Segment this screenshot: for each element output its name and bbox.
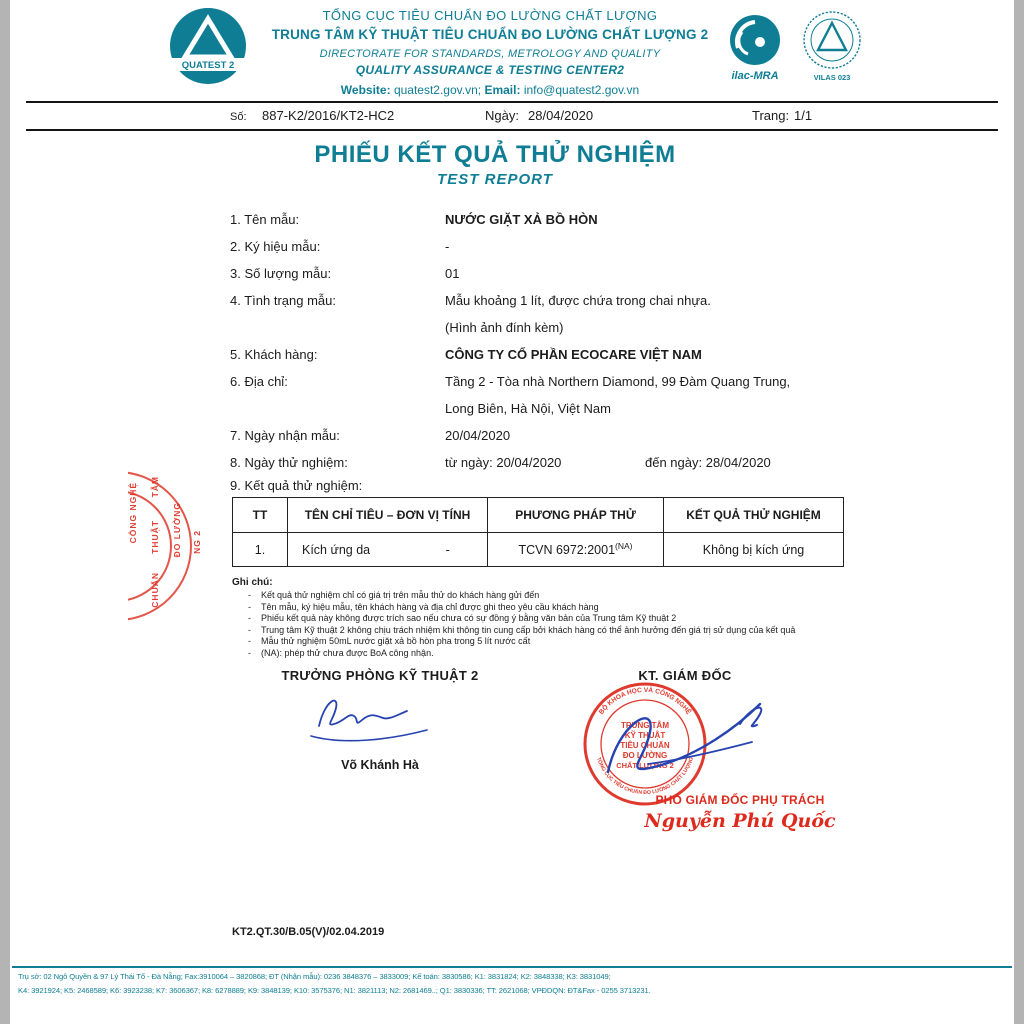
- ilac-mra-logo: [724, 12, 786, 90]
- vilas-accreditation-logo: [796, 8, 868, 88]
- col-header-tt: TT: [233, 498, 288, 533]
- field-value-test-end: đến ngày: 28/04/2020: [645, 455, 771, 470]
- signature-left: [305, 690, 455, 750]
- header-divider-top: [26, 101, 998, 103]
- dash: -: [248, 613, 251, 623]
- note-item: [248, 613, 676, 623]
- website-value: quatest2.gov.vn;: [393, 83, 482, 97]
- field-label: 6. Địa chỉ:: [230, 374, 288, 389]
- field-label: 7. Ngày nhận mẫu:: [230, 428, 340, 443]
- cell-result: Không bị kích ứng: [664, 533, 844, 567]
- results-table-header-row: [233, 498, 844, 533]
- field-label: 9. Kết quả thử nghiệm:: [230, 478, 363, 493]
- col-header-criteria: TÊN CHỈ TIÊU – ĐƠN VỊ TÍNH: [288, 498, 488, 533]
- doc-date-label: Ngày:: [485, 108, 519, 123]
- seal-line: TIÊU CHUẨN: [620, 741, 670, 750]
- cell-tt: 1.: [233, 533, 288, 567]
- note-item: [248, 590, 539, 600]
- signer-right-title: KT. GIÁM ĐỐC: [638, 668, 732, 683]
- email-label: Email:: [484, 83, 521, 97]
- header-divider-bottom: [26, 129, 998, 131]
- org-name-en-2: QUALITY ASSURANCE & TESTING CENTER2: [355, 63, 625, 77]
- org-name-en-1: DIRECTORATE FOR STANDARDS, METROLOGY AND QUALITY: [319, 48, 661, 60]
- svg-text:ilac-MRA: ilac-MRA: [731, 70, 779, 82]
- doc-page-value: 1/1: [794, 108, 813, 123]
- doc-page-label: Trang:: [752, 108, 790, 123]
- note-item: [248, 602, 599, 612]
- note-item: [248, 636, 530, 646]
- seal-arc-bottom: TỔNG CỤC TIÊU CHUẨN ĐO LƯỜNG CHẤT LƯỢNG: [595, 756, 695, 797]
- note-text: (NA): phép thử chưa được BoA công nhận.: [261, 647, 434, 658]
- report-title-en: TEST REPORT: [437, 171, 553, 188]
- form-code: KT2.QT.30/B.05(V)/02.04.2019: [232, 926, 385, 938]
- note-text: Mẫu thử nghiệm 50mL nước giặt xả bồ hòn pha trong 5 lít nước cất: [261, 636, 531, 646]
- website-label: Website:: [340, 83, 391, 97]
- org-name-vi-1: TỔNG CỤC TIÊU CHUẨN ĐO LƯỜNG CHẤT LƯỢNG: [322, 8, 658, 23]
- signer-left-name: Võ Khánh Hà: [341, 758, 419, 772]
- table-row: [233, 533, 844, 567]
- seal-line: CHẤT LƯỢNG 2: [616, 761, 674, 770]
- svg-text:QUATEST 2: QUATEST 2: [181, 60, 235, 71]
- field-label: 3. Số lượng mẫu:: [230, 266, 332, 281]
- svg-text:VILAS 023: VILAS 023: [813, 73, 851, 82]
- field-value-customer: CÔNG TY CỔ PHẦN ECOCARE VIỆT NAM: [445, 347, 702, 362]
- footer-divider: [12, 966, 1012, 968]
- note-text: Tên mẫu, ký hiệu mẫu, tên khách hàng và địa chỉ được ghi theo yêu cầu khách hàng: [261, 601, 599, 612]
- seal-line: TRUNG TÂM: [621, 721, 669, 730]
- cell-criteria: [288, 533, 488, 567]
- dash: -: [248, 601, 251, 612]
- footer-contact-line-1: Trụ sở: 02 Ngô Quyền & 97 Lý Thái Tổ - Đà Nẵng; Fax:3910064 – 3820868; ĐT (Nhận mẫu): 0236 3848376 – 3833009; Kế toán: 3830586; K1: 3831824; K2: 3848338; K3: 3831049;: [18, 972, 611, 981]
- seal-line: ĐO LƯỜNG: [622, 751, 668, 760]
- note-text: Kết quả thử nghiệm chỉ có giá trị trên mẫu thử do khách hàng gửi đến: [261, 590, 540, 600]
- footer-contact-line-2: K4: 3921924; K5: 2468589; K6: 3923238; K7: 3606367; K8: 6278889; K9: 3848139; K10: 3575376; N1: 3821113; N2: 2681469..; Q1: 3830336; TT: 2621068; VPĐDQN: ĐT&Fax - 0255 3713231.: [18, 986, 651, 995]
- field-value-sample-name: NƯỚC GIẶT XẢ BỒ HÒN: [445, 212, 598, 227]
- dash: -: [248, 647, 251, 658]
- seal-line: KỸ THUẬT: [624, 731, 666, 740]
- org-header: [180, 8, 800, 97]
- note-item: [248, 625, 795, 635]
- doc-date-value: 28/04/2020: [528, 108, 594, 123]
- edge-stamp-text: THUẬT: [150, 520, 160, 554]
- edge-stamp-text: NG 2: [192, 530, 202, 554]
- field-value: 20/04/2020: [445, 428, 511, 443]
- org-contact-line: [180, 83, 800, 97]
- field-value-continued: Long Biên, Hà Nội, Việt Nam: [445, 401, 611, 416]
- results-table: [232, 497, 844, 567]
- doc-number-label: Số:: [230, 111, 247, 123]
- field-label: 2. Ký hiệu mẫu:: [230, 239, 321, 254]
- field-value: Mẫu khoảng 1 lít, được chứa trong chai nhựa.: [445, 293, 711, 308]
- dash: -: [248, 624, 251, 635]
- field-value: -: [445, 239, 450, 254]
- field-label: 5. Khách hàng:: [230, 347, 318, 362]
- dash: -: [248, 590, 251, 600]
- edge-stamp-text: CHUẨN: [150, 572, 160, 608]
- field-value-continued: (Hình ảnh đính kèm): [445, 320, 564, 335]
- doc-number-value: 887-K2/2016/KT2-HC2: [262, 108, 395, 123]
- criteria-unit: -: [445, 542, 450, 557]
- field-value: 01: [445, 266, 460, 281]
- org-name-vi-2: TRUNG TÂM KỸ THUẬT TIÊU CHUẨN ĐO LƯỜNG CHẤT LƯỢNG 2: [271, 27, 709, 42]
- edge-stamp-text: ĐO LƯỜNG: [172, 502, 182, 558]
- edge-stamp-text: CÔNG NGHỆ: [128, 482, 138, 544]
- col-header-result: KẾT QUẢ THỬ NGHIỆM: [664, 498, 844, 533]
- signer-left-title: TRƯỞNG PHÒNG KỸ THUẬT 2: [281, 668, 479, 683]
- method-name: TCVN 6972:2001: [518, 543, 616, 558]
- field-label: 8. Ngày thử nghiệm:: [230, 455, 348, 470]
- col-header-method: PHƯƠNG PHÁP THỬ: [488, 498, 664, 533]
- signer-right-name: Nguyễn Phú Quốc: [644, 810, 836, 832]
- field-value-address: Tầng 2 - Tòa nhà Northern Diamond, 99 Đàm Quang Trung,: [445, 374, 791, 389]
- note-item: [248, 648, 434, 658]
- document-page: [10, 0, 1014, 1024]
- signature-right: [590, 686, 790, 791]
- cell-method: [488, 533, 664, 567]
- method-note: (NA): [615, 541, 633, 552]
- note-text: Phiếu kết quả này không được trích sao nếu chưa có sự đồng ý bằng văn bản của Trung tâm Kỹ thuật 2: [261, 613, 677, 623]
- field-value-test-start: từ ngày: 20/04/2020: [445, 455, 562, 470]
- dash: -: [248, 636, 251, 646]
- edge-stamp-text: TÂM: [150, 476, 160, 498]
- signer-right-role: PHÓ GIÁM ĐỐC PHỤ TRÁCH: [655, 793, 825, 807]
- email-value: info@quatest2.gov.vn: [523, 83, 640, 97]
- report-title-vi: PHIẾU KẾT QUẢ THỬ NGHIỆM: [314, 141, 676, 168]
- field-label: 1. Tên mẫu:: [230, 212, 300, 227]
- seal-arc-top: BỘ KHOA HỌC VÀ CÔNG NGHỆ: [597, 686, 693, 716]
- edge-stamp: [128, 468, 214, 626]
- criteria-name: Kích ứng da: [302, 542, 371, 557]
- notes-label: Ghi chú:: [232, 577, 273, 588]
- field-label: 4. Tình trạng mẫu:: [230, 293, 336, 308]
- note-text: Trung tâm Kỹ thuật 2 không chịu trách nhiệm khi thông tin cung cấp bởi khách hàng có thể ảnh hưởng đến giá trị sử dụng của kết quả: [261, 624, 796, 635]
